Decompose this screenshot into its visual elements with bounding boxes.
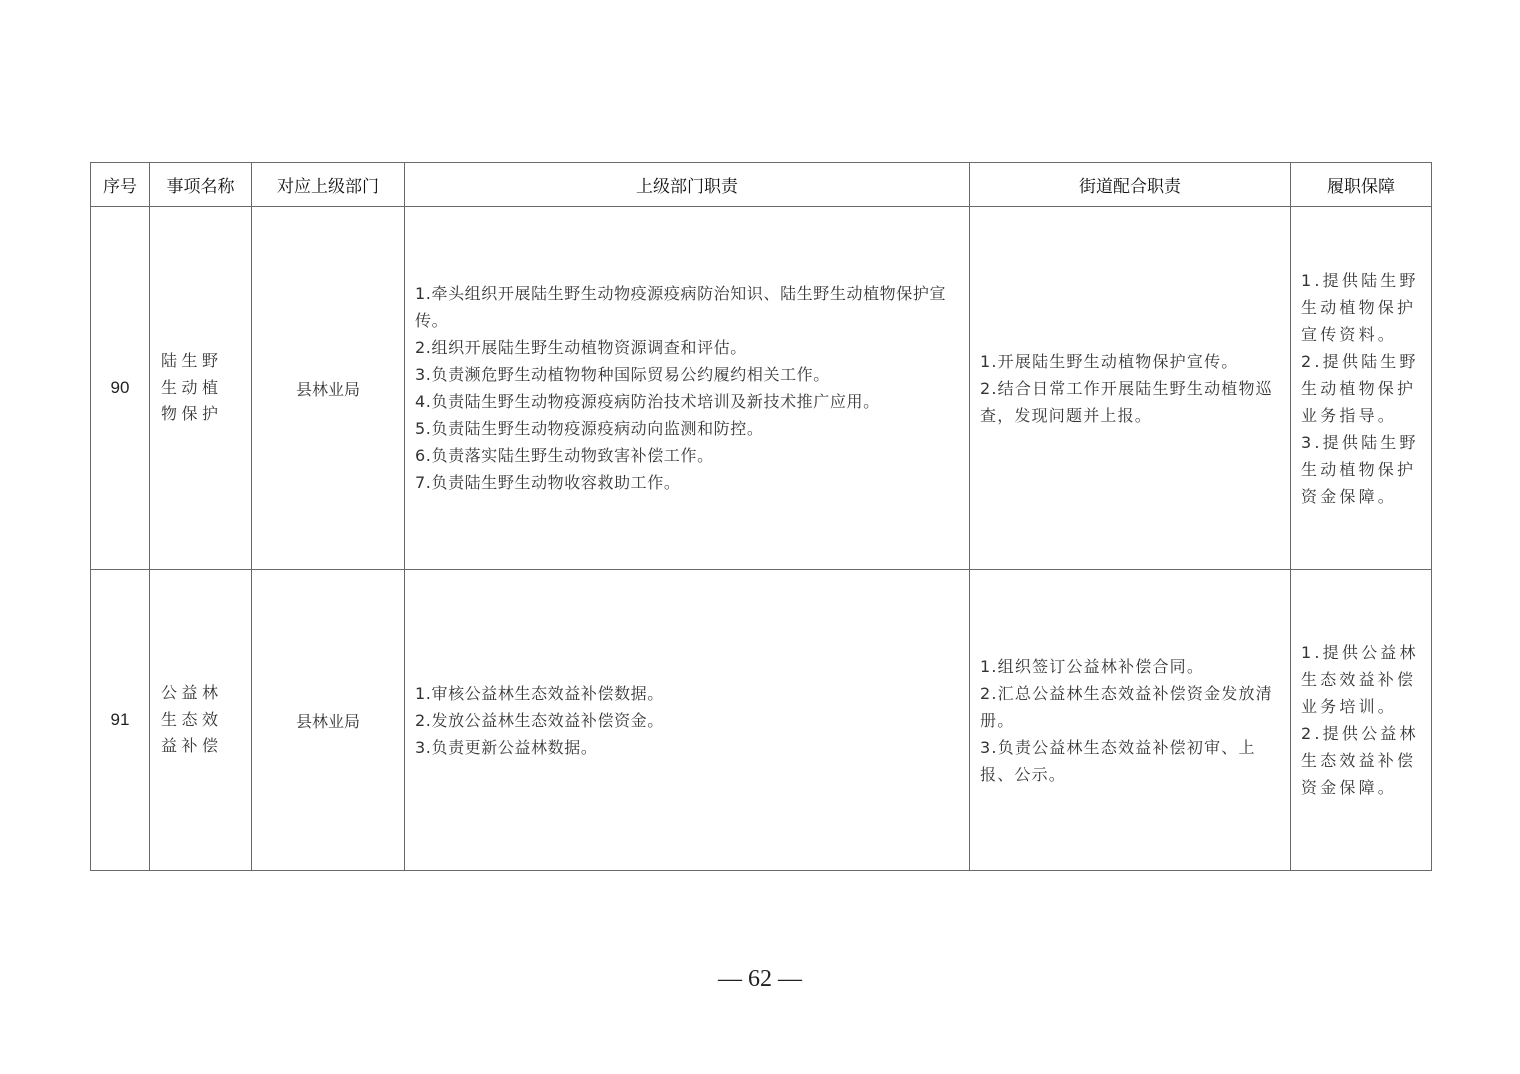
- street-duty-line: 2.结合日常工作开展陆生野生动植物巡查，发现问题并上报。: [980, 378, 1273, 425]
- guarantee-line: 3.提供陆生野生动植物保护资金保障。: [1301, 432, 1419, 506]
- row-index: 91: [91, 570, 150, 871]
- street-duty-line: 1.开展陆生野生动植物保护宣传。: [980, 351, 1239, 371]
- street-duties: [970, 207, 1291, 570]
- upper-duty-line: 6.负责落实陆生野生动物致害补偿工作。: [415, 446, 714, 465]
- guarantee-line: 1.提供陆生野生动植物保护宣传资料。: [1301, 270, 1419, 344]
- street-duty-line: 3.负责公益林生态效益补偿初审、上报、公示。: [980, 737, 1256, 784]
- upper-duties: [405, 570, 970, 871]
- guarantees: [1291, 570, 1432, 871]
- header-guarantees: 履职保障: [1291, 163, 1432, 207]
- upper-duty-line: 1.牵头组织开展陆生野生动物疫源疫病防治知识、陆生野生动植物保护宣传。: [415, 284, 947, 330]
- upper-duty-line: 3.负责更新公益林数据。: [415, 737, 598, 757]
- guarantee-line: 2.提供公益林生态效益补偿资金保障。: [1301, 724, 1419, 797]
- header-department: 对应上级部门: [252, 163, 405, 207]
- upper-duty-line: 4.负责陆生野生动物疫源疫病防治技术培训及新技术推广应用。: [415, 392, 880, 411]
- header-item-name: 事项名称: [150, 163, 252, 207]
- department: 县林业局: [252, 207, 405, 570]
- upper-duty-line: 2.组织开展陆生野生动植物资源调查和评估。: [415, 338, 747, 357]
- upper-duty-line: 1.审核公益林生态效益补偿数据。: [415, 683, 664, 703]
- page-number: — 62 —: [718, 966, 802, 992]
- street-duty-line: 2.汇总公益林生态效益补偿资金发放清册。: [980, 683, 1273, 730]
- guarantees: [1291, 207, 1432, 570]
- upper-duty-line: 7.负责陆生野生动物收容救助工作。: [415, 473, 681, 492]
- upper-duty-line: 3.负责濒危野生动植物物种国际贸易公约履约相关工作。: [415, 365, 830, 384]
- item-name: 陆生野生动植物保护: [150, 207, 252, 570]
- header-street-duties: 街道配合职责: [970, 163, 1291, 207]
- guarantee-line: 1.提供公益林生态效益补偿业务培训。: [1301, 643, 1419, 716]
- row-index: 90: [91, 207, 150, 570]
- duty-table: [90, 162, 1432, 871]
- guarantee-line: 2.提供陆生野生动植物保护业务指导。: [1301, 351, 1419, 425]
- upper-duty-line: 5.负责陆生野生动物疫源疫病动向监测和防控。: [415, 419, 764, 438]
- upper-duty-line: 2.发放公益林生态效益补偿资金。: [415, 710, 664, 730]
- header-row: [91, 163, 1432, 207]
- table-row: [91, 570, 1432, 871]
- street-duty-line: 1.组织签订公益林补偿合同。: [980, 656, 1205, 676]
- header-index: 序号: [91, 163, 150, 207]
- street-duties: [970, 570, 1291, 871]
- item-name: 公益林生态效益补偿: [150, 570, 252, 871]
- upper-duties: [405, 207, 970, 570]
- header-upper-duties: 上级部门职责: [405, 163, 970, 207]
- table-row: [91, 207, 1432, 570]
- department: 县林业局: [252, 570, 405, 871]
